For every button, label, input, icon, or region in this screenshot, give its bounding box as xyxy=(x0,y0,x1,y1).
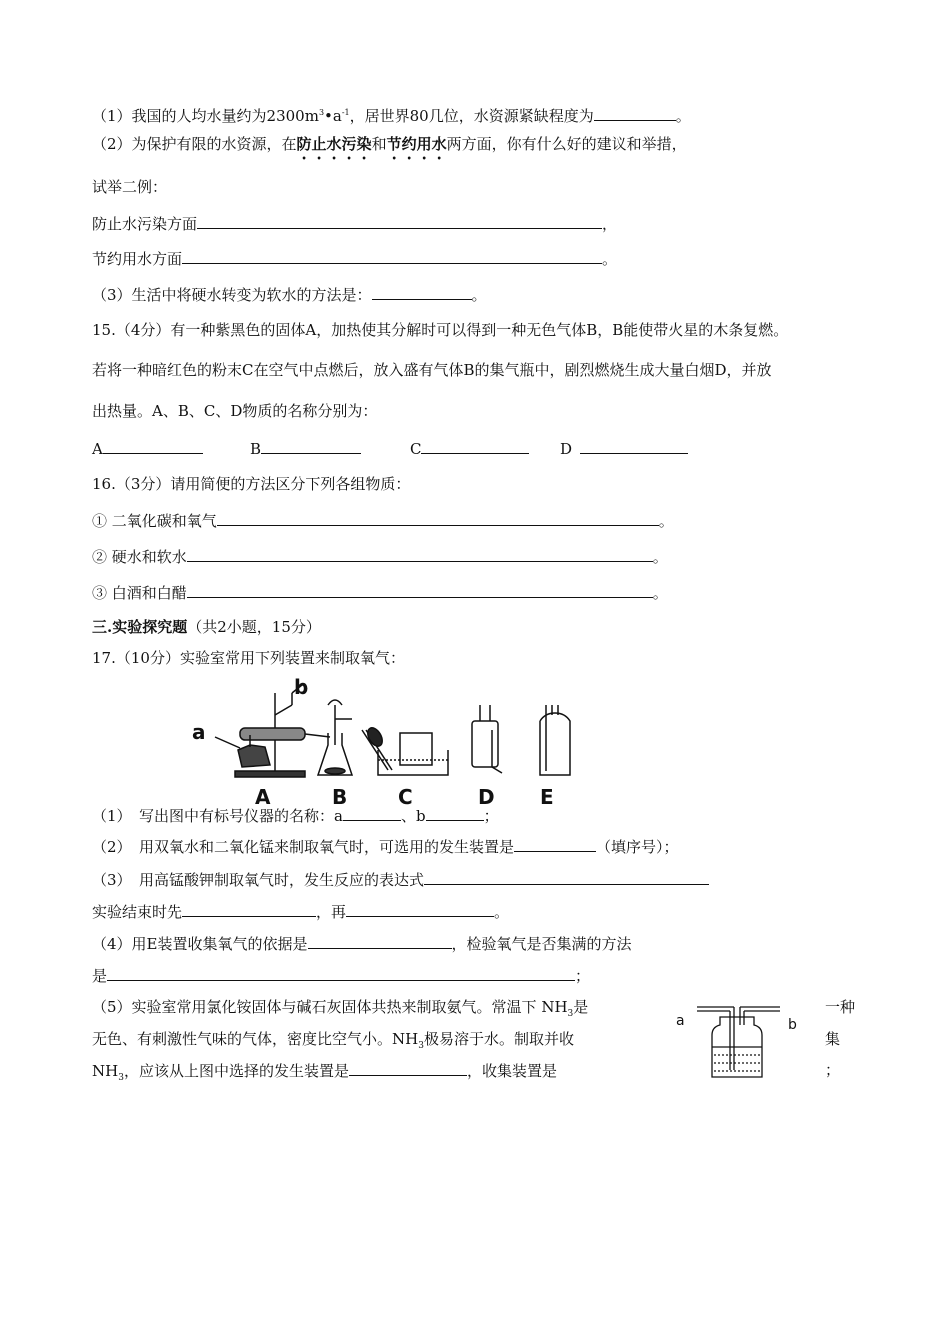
answer-b-label: 节约用水方面 xyxy=(92,250,183,268)
item-text: ① 二氧化碳和氧气 xyxy=(92,512,217,530)
item-text: ② 硬水和软水 xyxy=(92,548,187,566)
q15-line3: 出热量。A、B、C、D物质的名称分别为： xyxy=(92,402,378,420)
wash-bottle-figure xyxy=(672,995,802,1085)
q17-sub5-right3: ； xyxy=(825,1061,841,1079)
q14-part3-text: （3）生活中将硬水转变为软水的方法是： xyxy=(92,286,372,304)
q17-sub5-line3 xyxy=(92,1060,557,1088)
q15-answer-a xyxy=(92,438,203,459)
wash-bottle-drawing xyxy=(672,995,802,1085)
sub5-text2: 无色、有刺激性气味的气体，密度比空气小。NH xyxy=(92,1030,419,1048)
sub1-mid: 、b xyxy=(401,807,426,825)
sub3-text: （3） 用高锰酸钾制取氧气时，发生反应的表达式 xyxy=(92,871,425,889)
answer-blank[interactable] xyxy=(107,965,575,981)
conjunction: 和 xyxy=(371,135,387,153)
apparatus-figure xyxy=(180,675,580,810)
emphasis-prevent-pollution: 防止水污染 xyxy=(296,135,372,153)
q17-sub4 xyxy=(92,933,632,954)
punct: 。 xyxy=(494,903,510,921)
punct: 。 xyxy=(658,512,674,530)
q15-line1: 15.（4分）有一种紫黑色的固体A，加热使其分解时可以得到一种无色气体B，B能使带火星的木条复燃。 xyxy=(92,321,789,339)
q16-item3 xyxy=(92,582,668,603)
q15-line2: 若将一种暗红色的粉末C在空气中点燃后，放入盛有气体B的集气瓶中，剧烈燃烧生成大量白烟D，并放 xyxy=(92,361,772,379)
label-apparatus-b: B xyxy=(332,785,348,809)
q14-part1 xyxy=(92,103,691,126)
q17-sub1 xyxy=(92,805,499,826)
sub5-text3: ，应该从上图中选择的发生装置是 xyxy=(123,1062,349,1080)
q15-answer-c xyxy=(410,438,529,459)
apparatus-e xyxy=(540,705,570,775)
answer-blank[interactable] xyxy=(261,438,361,454)
answer-blank[interactable] xyxy=(580,438,688,454)
q17-sub2 xyxy=(92,836,679,857)
answer-blank[interactable] xyxy=(187,582,653,598)
subscript: 3 xyxy=(418,1041,424,1051)
label-c: C xyxy=(410,440,422,458)
q15-answer-d xyxy=(560,438,688,459)
section-title: 三.实验探究题 xyxy=(92,618,188,636)
apparatus-d xyxy=(472,705,502,773)
sub4-mid: ，检验氧气是否集满的方法 xyxy=(451,935,632,953)
q14-part3 xyxy=(92,284,487,305)
q14-answer-b xyxy=(92,248,617,269)
answer-blank[interactable] xyxy=(349,1060,467,1076)
q14-part2-text: （2）为保护有限的水资源，在 xyxy=(92,135,297,153)
q14-part2-continuation: 试举二例： xyxy=(92,178,168,196)
q16-item2 xyxy=(92,546,668,567)
punct: ； xyxy=(483,807,499,825)
superscript: 3 xyxy=(318,108,325,117)
punct: 。 xyxy=(602,250,618,268)
nh3-text: NH xyxy=(92,1062,119,1080)
sub4b-text: 是 xyxy=(92,967,108,985)
sub5-end2: 极易溶于水。制取并收 xyxy=(423,1030,574,1048)
q17-sub3b xyxy=(92,901,509,922)
q16-item1 xyxy=(92,510,674,531)
punct: 。 xyxy=(675,107,691,125)
emphasis-save-water: 节约用水 xyxy=(386,135,447,153)
superscript: -1 xyxy=(341,108,350,117)
apparatus-a xyxy=(215,685,330,777)
q17-sub3 xyxy=(92,869,709,890)
label-apparatus-e: E xyxy=(540,785,554,809)
label-apparatus-d: D xyxy=(478,785,495,809)
answer-blank[interactable] xyxy=(343,805,401,821)
q14-part1-text: （1）我国的人均水量约为2300m xyxy=(92,107,319,125)
q16-title: 16.（3分）请用简便的方法区分下列各组物质： xyxy=(92,475,411,493)
section-note: （共2小题，15分） xyxy=(187,618,321,636)
q14-part1-unit: •a xyxy=(324,107,342,125)
q14-part2 xyxy=(92,134,687,163)
q14-part1-text2: ，居世界80几位，水资源紧缺程度为 xyxy=(349,107,594,125)
label-b-tube: b xyxy=(294,675,309,699)
q17-title: 17.（10分）实验室常用下列装置来制取氧气： xyxy=(92,649,405,667)
answer-blank[interactable] xyxy=(594,105,676,121)
answer-blank[interactable] xyxy=(103,438,203,454)
bottle-label-b: b xyxy=(788,1017,797,1033)
sub5-text4: ，收集装置是 xyxy=(466,1062,557,1080)
q17-sub4b xyxy=(92,965,590,986)
sub3b-mid: ，再 xyxy=(316,903,347,921)
label-a: A xyxy=(92,440,103,458)
sub5-text: （5）实验室常用氯化铵固体与碱石灰固体共热来制取氨气。常温下 NH xyxy=(92,998,568,1016)
answer-blank[interactable] xyxy=(217,510,659,526)
label-apparatus-a: A xyxy=(255,785,271,809)
label-a-burner: a xyxy=(192,720,206,744)
punct: ， xyxy=(602,215,618,233)
answer-blank[interactable] xyxy=(308,933,452,949)
sub1-text: （1） 写出图中有标号仪器的名称：a xyxy=(92,807,343,825)
q17-sub5-right1: 一种 xyxy=(825,998,856,1016)
answer-blank[interactable] xyxy=(197,213,602,229)
answer-blank[interactable] xyxy=(187,546,653,562)
label-b: B xyxy=(250,440,262,458)
punct: 。 xyxy=(652,584,668,602)
q17-sub5-right2: 集 xyxy=(825,1030,841,1048)
apparatus-drawing xyxy=(180,675,580,810)
punct: 。 xyxy=(471,286,487,304)
sub2-end: （填序号）； xyxy=(596,838,679,856)
answer-blank[interactable] xyxy=(421,438,529,454)
subscript: 3 xyxy=(567,1009,574,1019)
q17-sub5-line2 xyxy=(92,1029,574,1056)
sub5-end: 是 xyxy=(573,998,589,1016)
q15-answer-b xyxy=(250,438,361,459)
q14-answer-a xyxy=(92,213,617,234)
answer-blank[interactable] xyxy=(182,248,602,264)
sub2-text: （2） 用双氧水和二氧化锰来制取氧气时，可选用的发生装置是 xyxy=(92,838,515,856)
punct: ； xyxy=(575,967,591,985)
apparatus-b xyxy=(318,700,352,775)
bottle-label-a: a xyxy=(676,1013,685,1029)
answer-blank[interactable] xyxy=(346,901,494,917)
punct: 。 xyxy=(652,548,668,566)
sub4-text: （4）用E装置收集氧气的依据是 xyxy=(92,935,308,953)
answer-blank[interactable] xyxy=(514,836,596,852)
answer-blank[interactable] xyxy=(426,805,484,821)
q17-sub5-line1 xyxy=(92,997,588,1024)
item-text: ③ 白酒和白醋 xyxy=(92,584,187,602)
label-d: D xyxy=(560,440,573,458)
section3-heading xyxy=(92,617,321,637)
subscript: 3 xyxy=(118,1073,124,1083)
sub3b-text: 实验结束时先 xyxy=(92,903,183,921)
answer-blank[interactable] xyxy=(182,901,316,917)
q14-part2-text2: 两方面，你有什么好的建议和举措， xyxy=(446,135,687,153)
label-apparatus-c: C xyxy=(398,785,413,809)
answer-blank[interactable] xyxy=(372,284,472,300)
apparatus-c xyxy=(362,725,448,775)
answer-a-label: 防止水污染方面 xyxy=(92,215,198,233)
answer-blank[interactable] xyxy=(424,869,709,885)
